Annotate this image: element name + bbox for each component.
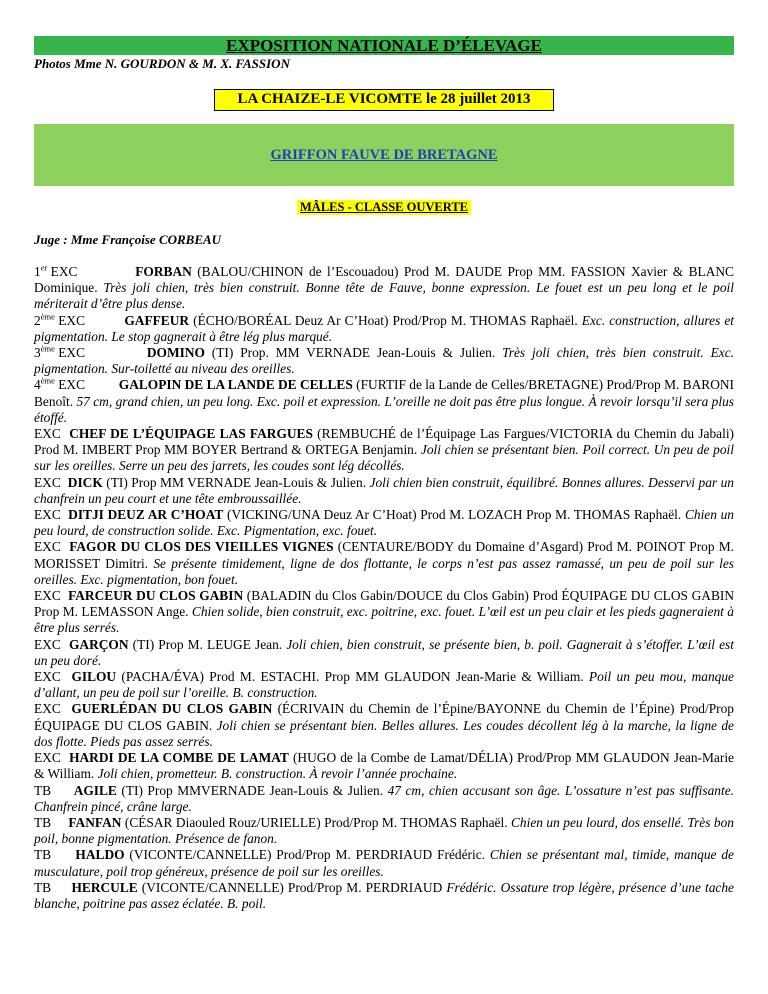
entry-3 [34, 345, 734, 377]
entry-grade: EXC [34, 588, 61, 604]
dog-details: (HUGO de la Combe de Lamat/DÉLIA) Prod/Prop MM GLAUDON Jean-Marie & William. [34, 750, 734, 782]
dog-name: HARDI DE LA COMBE DE LAMAT [69, 750, 289, 766]
entry-10 [34, 637, 734, 669]
dog-details: (CENTAURE/BODY du Domaine d’Asgard) Prod M. POINOT Prop M. MORISSET Dimitri. [34, 539, 735, 571]
dog-details: (VICONTE/CANNELLE) Prod/Prop M. PERDRIAUD Frédéric. [124, 847, 490, 863]
dog-details: (VICONTE/CANNELLE) Prod/Prop M. PERDRIAUD [137, 879, 447, 895]
rank-number: 2 [34, 312, 41, 328]
rank-suffix: ème [40, 311, 55, 322]
dog-name: DITJI DEUZ AR C’HOAT [68, 507, 224, 523]
entry-4 [34, 377, 734, 426]
judge-comment: Très joli chien, très bien construit. Bonne tête de Fauve, bonne expression. Le fouet est un peu long et le poil mériterait d’être plus dense. [34, 280, 734, 312]
dog-details: (PACHA/ÉVA) Prod M. ESTACHI. Prop MM GLAUDON Jean-Marie & William. [116, 669, 589, 685]
breed-banner [34, 124, 734, 186]
dog-details: (CÉSAR Diaouled Rouz/URIELLE) Prod/Prop M. THOMAS Raphaël. [121, 814, 511, 830]
judge-comment: Chien solide, bien construit, exc. poitrine, exc. fouet. L’œil est un peu clair et les pieds gagneraient à être plus serrés. [34, 604, 734, 636]
entry-12 [34, 701, 734, 750]
dog-name: FAGOR DU CLOS DES VIEILLES VIGNES [69, 539, 334, 555]
entry-7 [34, 507, 734, 539]
rank-suffix: er [40, 262, 48, 273]
entry-grade: EXC [34, 636, 61, 652]
entry-grade: EXC [34, 507, 61, 523]
dog-details: (BALOU/CHINON de l’Escouadou) Prod M. DAUDE Prop MM. FASSION Xavier & BLANC Dominique. [34, 264, 734, 296]
entry-14 [34, 783, 734, 815]
entry-2 [34, 313, 734, 345]
entry-16 [34, 847, 734, 879]
judge-comment: Exc. construction, allures et pigmentation. Le stop gagnerait à être lég plus marqué. [34, 312, 734, 344]
dog-name: GAFFEUR [124, 312, 190, 328]
exposition-title: EXPOSITION NATIONALE D’ÉLEVAGE [34, 36, 734, 55]
entry-rank [34, 313, 92, 329]
class-wrapper [34, 198, 734, 216]
entry-rank [34, 345, 92, 361]
entry-grade: EXC [34, 669, 61, 685]
dog-details: (ÉCHO/BORÉAL Deuz Ar C’Hoat) Prod/Prop M. THOMAS Raphaël. [189, 312, 582, 328]
rank-grade: EXC [58, 312, 86, 328]
entry-grade: EXC [34, 701, 61, 717]
judge-comment: Chien un peu lourd, dos ensellé. Très bon poil, bonne pigmentation. Présence de fanon. [34, 814, 734, 847]
judge-comment: Joli chien se présentant bien. Poil correct. Un peu de poil sur les oreilles. Serre un peu des jarrets, les coudes sont lég décollés. [34, 442, 734, 474]
judge-comment: 57 cm, grand chien, un peu long. Exc. poil et expression. L’oreille ne doit pas être plus longue. À revoir lorsqu’il sera plus étoffé. [34, 393, 734, 425]
judge-line: Juge : Mme Françoise CORBEAU [34, 232, 222, 247]
rank-suffix: ème [40, 343, 55, 354]
entry-13 [34, 750, 734, 782]
dog-name: GUERLÉDAN DU CLOS GABIN [71, 701, 273, 717]
entry-rank [34, 377, 92, 393]
dog-name: HALDO [75, 847, 125, 863]
event-wrapper [34, 89, 734, 111]
judge-comment: Joli chien, bien construit, se présente bien, b. poil. Gagnerait à s’étoffer. L’œil est un peu doré. [34, 636, 734, 668]
dog-name: DICK [67, 474, 103, 490]
dog-name: GARÇON [69, 636, 129, 652]
breed-title: GRIFFON FAUVE DE BRETAGNE [270, 146, 498, 163]
judge-comment: Chien se présentant mal, timide, manque de musculature, poil trop généreux, présence de poil sur les oreilles. [34, 847, 734, 879]
dog-name: GALOPIN DE LA LANDE DE CELLES [118, 377, 353, 393]
dog-details: (REMBUCHÉ de l’Équipage Las Fargues/VICTORIA du Chemin du Jabali) Prod M. IMBERT Prop MM BOYER Bertrand & ORTEGA Benjamin. [34, 426, 735, 458]
entry-17 [34, 880, 734, 912]
dog-name: AGILE [73, 782, 117, 798]
dog-name: FANFAN [68, 814, 122, 830]
judge-comment: Joli chien, prometteur. B. construction. À revoir l’année prochaine. [97, 766, 458, 782]
rank-grade: EXC [58, 377, 86, 393]
entry-grade: TB [34, 814, 52, 830]
judge-comment: Très joli chien, très bien construit. Exc. pigmentation. Sur-toiletté au niveau des oreilles. [34, 345, 735, 377]
entries-list [34, 264, 734, 912]
dog-name: GILOU [71, 669, 117, 685]
entry-grade: EXC [34, 539, 61, 555]
rank-suffix: ème [40, 375, 55, 386]
photo-credits: Photos Mme N. GOURDON & M. X. FASSION [34, 56, 290, 71]
rank-number: 3 [34, 345, 41, 361]
judge-comment: Joli chien bien construit, équilibré. Bonnes allures. Desservi par un chanfrein un peu court et une tête embroussaillée. [34, 474, 734, 506]
judge-comment: Se présente timidement, ligne de dos flottante, le corps n’est pas assez ramassé, un peu de poil sur les oreilles. Exc. pigmentation, bon fouet. [34, 555, 734, 587]
dog-name: FARCEUR DU CLOS GABIN [68, 588, 244, 604]
rank-number: 1 [34, 264, 41, 279]
entry-grade: EXC [34, 750, 61, 766]
entry-8 [34, 539, 734, 588]
dog-details: (TI) Prop. MM VERNADE Jean-Louis & Julien. [204, 345, 503, 361]
rank-grade: EXC [58, 345, 86, 361]
dog-name: DOMINO [146, 345, 205, 361]
dog-details: (TI) Prop MMVERNADE Jean-Louis & Julien. [116, 782, 388, 798]
entry-6 [34, 475, 734, 507]
entry-11 [34, 669, 734, 701]
entry-15 [34, 815, 734, 847]
entry-grade: EXC [34, 474, 61, 490]
entry-grade: TB [34, 847, 52, 863]
dog-details: (BALADIN du Clos Gabin/DOUCE du Clos Gabin) Prod ÉQUIPAGE DU CLOS GABIN Prop M. LEMASSON Ange. [34, 588, 735, 620]
dog-details: (FURTIF de la Lande de Celles/BRETAGNE) Prod/Prop M. BARONI Benoît. [34, 377, 735, 409]
dog-details: (VICKING/UNA Deuz Ar C’Hoat) Prod M. LOZACH Prop M. THOMAS Raphaël. [223, 507, 685, 523]
entry-grade: EXC [34, 426, 61, 442]
dog-name: FORBAN [135, 264, 192, 279]
entry-1 [34, 264, 734, 313]
judge-comment: 47 cm, chien accusant son âge. L’ossature n’est pas suffisante. Chanfrein pincé, crâne large. [34, 782, 735, 814]
judge-comment: Joli chien se présentant bien. Belles allures. Les coudes décollent lég à la marche, la ligne de dos flotte. Pieds pas assez serrés. [34, 717, 734, 749]
judge-comment: Chien un peu lourd, de construction solide. Exc. Pigmentation, exc. fouet. [34, 507, 734, 539]
dog-details: (TI) Prop MM VERNADE Jean-Louis & Julien. [102, 474, 370, 490]
dog-name: CHEF DE L’ÉQUIPAGE LAS FARGUES [69, 426, 313, 442]
dog-details: (TI) Prop M. LEUGE Jean. [128, 636, 287, 652]
class-title: MÂLES - CLASSE OUVERTE [297, 200, 471, 215]
document-page [34, 36, 734, 912]
judge-comment: Poil un peu mou, manque d’allant, un peu de poil sur l’oreille. B. construction. [34, 669, 735, 701]
dog-name: HERCULE [71, 879, 138, 895]
judge-comment: Frédéric. Ossature trop légère, présence d’une tache blanche, poitrine pas assez éclatée. B. poil. [34, 879, 734, 911]
rank-number: 4 [34, 377, 41, 393]
entry-5 [34, 426, 734, 475]
dog-details: (ÉCRIVAIN du Chemin de l’Épine/BAYONNE du Chemin de l’Épine) Prod/Prop ÉQUIPAGE DU CLOS GABIN. [34, 701, 734, 733]
entry-grade: TB [34, 879, 52, 895]
entry-grade: TB [34, 782, 52, 798]
event-title: LA CHAIZE-LE VICOMTE le 28 juillet 2013 [214, 89, 553, 111]
entry-rank [34, 264, 92, 280]
entry-9 [34, 588, 734, 637]
rank-grade: EXC [50, 264, 78, 279]
